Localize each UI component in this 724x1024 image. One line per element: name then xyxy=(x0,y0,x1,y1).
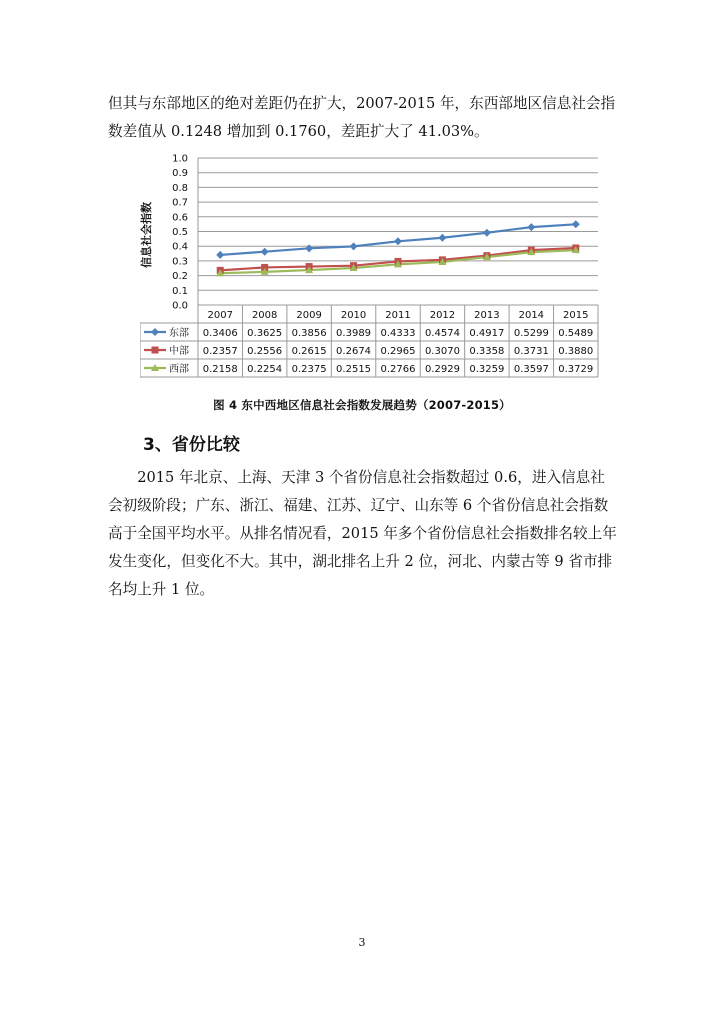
data-point-east xyxy=(394,237,402,245)
data-label: 0.3729 xyxy=(558,364,594,375)
y-tick-label: 0.3 xyxy=(172,256,188,268)
data-label: 0.5489 xyxy=(558,328,594,339)
x-tick-label: 2014 xyxy=(518,310,545,321)
data-label: 0.2357 xyxy=(202,346,238,357)
data-label: 0.5299 xyxy=(513,328,549,339)
data-point-east xyxy=(305,244,313,252)
data-label: 0.3625 xyxy=(247,328,283,339)
x-tick-label: 2008 xyxy=(251,310,278,321)
data-label: 0.3259 xyxy=(469,364,505,375)
x-tick-label: 2011 xyxy=(385,310,411,321)
data-point-east xyxy=(350,242,358,250)
y-axis-label: 信息社会指数 xyxy=(140,202,153,268)
data-label: 0.4333 xyxy=(380,328,416,339)
y-tick-label: 0.2 xyxy=(172,271,188,283)
x-tick-label: 2013 xyxy=(474,310,500,321)
y-tick-label: 0.4 xyxy=(172,241,188,253)
legend-entry: 西部 xyxy=(169,364,189,375)
y-tick-label: 0.8 xyxy=(172,182,188,194)
legend-key-marker xyxy=(151,328,159,336)
body-paragraph: 2015 年北京、上海、天津 3 个省份信息社会指数超过 0.6，进入信息社会初级阶段；广东、浙江、福建、江苏、辽宁、山东等 6 个省份信息社会指数高于全国平均水平。从排名情况看，2015 年多个省份信息社会指数排名较上年发生变化，但变化不大。其中，湖北排名上升 2 位，河北、内蒙古等 9 省市排名均上升 1 位。 xyxy=(108,469,617,598)
data-label: 0.3731 xyxy=(513,346,549,357)
chart-gridlines xyxy=(198,158,598,305)
x-tick-label: 2009 xyxy=(296,310,322,321)
x-tick-label: 2010 xyxy=(340,310,367,321)
data-label: 0.3406 xyxy=(202,328,238,339)
data-point-east xyxy=(438,234,446,242)
y-tick-label: 1.0 xyxy=(172,153,188,165)
y-tick-label: 0.5 xyxy=(172,227,188,238)
x-tick-label: 2015 xyxy=(563,310,589,321)
x-tick-label: 2012 xyxy=(429,310,456,321)
y-tick-label: 0.1 xyxy=(172,285,188,297)
y-tick-label: 0.7 xyxy=(172,197,188,209)
data-label: 0.3880 xyxy=(558,346,594,357)
data-label: 0.2929 xyxy=(424,364,460,375)
figure-caption: 图 4 东中西地区信息社会指数发展趋势（2007-2015） xyxy=(213,398,511,412)
data-point-east xyxy=(261,248,269,256)
chart-data-table xyxy=(140,305,598,377)
data-label: 0.2674 xyxy=(336,346,372,357)
page-number: 3 xyxy=(358,936,366,949)
data-label: 0.3070 xyxy=(424,346,460,357)
trend-chart xyxy=(140,150,602,390)
intro-paragraph: 但其与东部地区的绝对差距仍在扩大，2007-2015 年，东西部地区信息社会指数差值从 0.1248 增加到 0.1760，差距扩大了 41.03%。 xyxy=(108,95,616,140)
data-point-east xyxy=(572,220,580,228)
data-label: 0.2615 xyxy=(291,346,327,357)
data-label: 0.3597 xyxy=(513,364,549,375)
data-label: 0.3989 xyxy=(336,328,372,339)
data-label: 0.4574 xyxy=(424,328,460,339)
y-axis-ticks xyxy=(172,154,188,312)
y-tick-label: 0.0 xyxy=(172,300,188,312)
data-label: 0.2254 xyxy=(247,364,283,375)
data-label: 0.3856 xyxy=(291,328,327,339)
y-tick-label: 0.6 xyxy=(172,212,188,224)
data-label: 0.2766 xyxy=(380,364,416,375)
data-label: 0.2375 xyxy=(291,364,327,375)
data-label: 0.2556 xyxy=(247,346,283,357)
section-heading: 3、省份比较 xyxy=(143,435,240,455)
data-label: 0.2515 xyxy=(336,364,372,375)
legend-key-marker xyxy=(152,347,159,354)
data-point-east xyxy=(216,251,224,259)
data-label: 0.3358 xyxy=(469,346,505,357)
data-point-east xyxy=(527,223,535,231)
data-label: 0.2158 xyxy=(202,364,238,375)
data-label: 0.2965 xyxy=(380,346,416,357)
data-label: 0.4917 xyxy=(469,328,505,339)
y-tick-label: 0.9 xyxy=(172,168,188,180)
x-tick-label: 2007 xyxy=(207,310,233,321)
data-point-east xyxy=(483,229,491,237)
legend-entry: 中部 xyxy=(169,346,189,357)
legend-entry: 东部 xyxy=(169,328,189,339)
